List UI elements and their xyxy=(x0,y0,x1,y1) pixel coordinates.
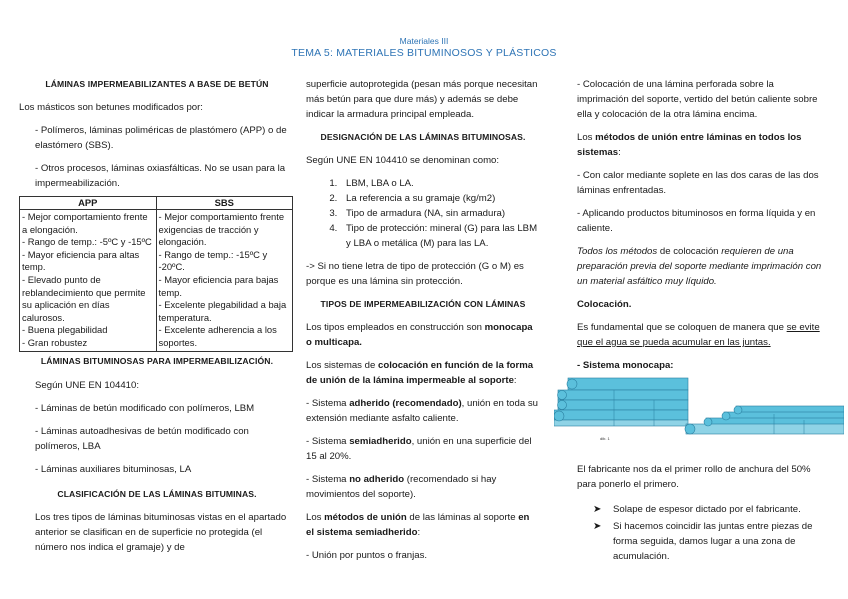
paragraph: - Aplicando productos bituminosos en forma líquida y en caliente. xyxy=(577,208,816,234)
paragraph xyxy=(306,510,540,540)
paragraph: -> Si no tiene letra de tipo de protección (G o M) es porque es una lámina sin protección. xyxy=(306,261,524,287)
roll-shape xyxy=(734,406,742,414)
page-header xyxy=(0,36,848,60)
list-item: - Rango de temp.: -15ºC y -20ºC. xyxy=(158,248,268,273)
sheet-shape xyxy=(554,410,688,420)
bold-run: en el sistema semiadherido xyxy=(306,512,530,538)
bold-run: métodos de unión xyxy=(324,512,407,523)
roll-shape xyxy=(685,424,695,434)
text-run: - Sistema xyxy=(306,398,350,409)
topic-title: TEMA 5: MATERIALES BITUMINOSOS Y PLÁSTICOS xyxy=(291,47,557,59)
sheet-shape xyxy=(568,378,688,390)
list-item: - Gran robustez xyxy=(22,336,88,348)
text-run: Los tipos empleados en construcción son xyxy=(306,322,485,333)
list-item: - Mejor comportamiento frente a elongación. xyxy=(22,211,148,235)
arrow-bullet-icon: ➤ xyxy=(593,504,602,515)
bold-run: - Sistema monocapa: xyxy=(577,360,674,371)
paragraph: - Láminas de betún modificado con polímeros, LBM xyxy=(35,402,255,414)
list-item: - Mejor comportamiento frente exigencias de tracción y elongación. xyxy=(158,211,285,248)
section-heading: DESIGNACIÓN DE LAS LÁMINAS BITUMINOSAS. xyxy=(320,132,526,142)
paragraph: Según UNE EN 104410 se denominan como: xyxy=(306,155,500,166)
text-run: (recomendado si hay movimientos del soporte). xyxy=(306,474,497,500)
section-heading: LÁMINAS IMPERMEABILIZANTES A BASE DE BETÚN xyxy=(45,79,269,89)
subheading xyxy=(577,358,827,373)
designation-list xyxy=(306,176,540,251)
paragraph xyxy=(306,320,540,350)
text-run: Los sistemas de xyxy=(306,360,378,371)
section-heading: LÁMINAS BITUMINOSAS PARA IMPERMEABILIZACIÓN. xyxy=(40,355,274,366)
paragraph xyxy=(577,320,827,350)
bold-run: semiadherido xyxy=(349,436,412,447)
table-header-app: APP xyxy=(20,197,157,210)
roll-shape xyxy=(704,418,712,426)
sheet-shape xyxy=(558,390,688,400)
paragraph xyxy=(306,396,540,426)
paragraph xyxy=(577,244,827,289)
list-item: - Excelente plegabilidad a baja temperatura. xyxy=(158,299,287,323)
list-item: - Elevado punto de reblandecimiento que permite su aplicación en días calurosos. xyxy=(22,273,146,323)
roll-shape xyxy=(567,379,577,389)
list-item: - Excelente adherencia a los soportes. xyxy=(158,324,277,348)
paragraph xyxy=(306,472,540,502)
list-item: 3. Tipo de armadura (NA, sin armadura) xyxy=(340,206,540,221)
bold-run: adherido (recomendado) xyxy=(349,398,462,409)
text-run: - Sistema xyxy=(306,436,350,447)
list-item: 2. La referencia a su gramaje (kg/m2) xyxy=(340,191,540,206)
section-heading: TIPOS DE IMPERMEABILIZACIÓN CON LÁMINAS xyxy=(320,299,526,309)
italic-run: requieren de una preparación previa del soporte mediante imprimación con un material asfáltico muy líquido. xyxy=(577,246,822,287)
column-3-lower xyxy=(577,462,827,566)
roll-shape xyxy=(554,411,564,421)
bold-run: monocapa o multicapa. xyxy=(306,322,533,348)
sheet-shape xyxy=(554,420,688,426)
text-run: de colocación xyxy=(657,246,722,257)
text-run: Los xyxy=(577,132,596,143)
column-2 xyxy=(306,77,540,571)
monocapa-diagram xyxy=(554,376,844,442)
roll-shape xyxy=(558,401,567,410)
paragraph xyxy=(306,358,540,388)
table-cell-app xyxy=(20,210,157,352)
sheet-shape xyxy=(558,400,688,410)
bold-run: Colocación. xyxy=(577,299,632,310)
paragraph: - Láminas autoadhesivas de betún modificado con polímeros, LBA xyxy=(35,425,249,452)
section-heading: CLASIFICACIÓN DE LAS LÁMINAS BITUMINAS. xyxy=(57,488,257,499)
bullet-text: Si hacemos coincidir las juntas entre piezas de forma seguida, damos lugar a una zona de acumulación. xyxy=(613,521,813,562)
comparison-table xyxy=(19,196,293,352)
table-cell-sbs xyxy=(156,210,293,352)
paragraph: superficie autoprotegida (pesan más porque necesitan más betún para que dure más) y además se debe indicar la armadura principal empleada. xyxy=(306,79,538,120)
paragraph: - Colocación de una lámina perforada sobre la imprimación del soporte, vertido del betún caliente sobre ella y colocación de la otra lámina encima. xyxy=(577,79,818,120)
text-run: de las láminas al soporte xyxy=(406,512,519,523)
roll-shape xyxy=(558,391,567,400)
text-run: , unión en una superficie del 15 al 20%. xyxy=(306,436,532,462)
table-header-sbs: SBS xyxy=(156,197,293,210)
list-item: - Rango de temp.: -5ºC y -15ºC xyxy=(22,236,152,248)
course-title: Materiales III xyxy=(399,36,449,46)
paragraph: - Polímeros, láminas poliméricas de plastómero (APP) o de elastómero (SBS). xyxy=(35,125,287,151)
paragraph: El fabricante nos da el primer rollo de anchura del 50% para ponerlo el primero. xyxy=(577,464,811,490)
text-run: - Sistema xyxy=(306,474,350,485)
list-item xyxy=(593,502,827,517)
paragraph: Los másticos son betunes modificados por: xyxy=(19,102,203,113)
paragraph: Según UNE EN 104410: xyxy=(35,379,139,391)
figure-label: dib. 1 xyxy=(600,436,610,441)
subheading xyxy=(577,297,827,312)
text-run: Los xyxy=(306,512,325,523)
paragraph: - Unión por puntos o franjas. xyxy=(306,550,428,561)
bold-run: colocación en función de la forma de unión de la lámina impermeable al soporte xyxy=(306,360,534,386)
text-run: , unión en toda su extensión mediante asfalto caliente. xyxy=(306,398,538,424)
list-item: - Mayor eficiencia para altas temp. xyxy=(22,248,140,273)
roll-shape xyxy=(722,412,730,420)
bold-run: no adherido xyxy=(349,474,405,485)
text-run: : xyxy=(417,527,421,538)
text-run: : xyxy=(618,147,621,158)
bullet-text: Solape de espesor dictado por el fabricante. xyxy=(613,504,801,515)
paragraph: - Otros procesos, láminas oxiasfálticas. No se usan para la impermeabilización. xyxy=(35,163,286,189)
paragraph: - Con calor mediante soplete en las dos caras de las dos láminas enfrentadas. xyxy=(577,170,819,196)
underlined-run: se evite que el agua se pueda acumular en las juntas. xyxy=(577,322,820,348)
paragraph xyxy=(577,130,827,160)
paragraph: Los tres tipos de láminas bituminosas vistas en el apartado anterior se clasifican en de superficie no protegida (el número nos indica el gramaje) y de xyxy=(35,511,287,553)
list-item: 1. LBM, LBA o LA. xyxy=(340,176,540,191)
list-item: - Mayor eficiencia para bajas temp. xyxy=(158,273,279,298)
paragraph xyxy=(306,434,540,464)
bold-run: métodos de unión entre láminas en todos los sistemas xyxy=(577,132,802,158)
list-item: - Buena plegabilidad xyxy=(22,324,108,336)
column-3 xyxy=(577,77,827,381)
italic-run: Todos los métodos xyxy=(577,246,658,257)
paragraph: - Láminas auxiliares bituminosas, LA xyxy=(35,463,192,475)
arrow-bullet-icon: ➤ xyxy=(593,521,602,532)
list-item xyxy=(593,519,827,564)
text-run: Es fundamental que se coloquen de manera que xyxy=(577,322,787,333)
text-run: : xyxy=(513,375,517,386)
list-item: 4. Tipo de protección: mineral (G) para las LBM y LBA o metálica (M) para las LA. xyxy=(340,221,540,251)
column-1 xyxy=(19,77,295,563)
